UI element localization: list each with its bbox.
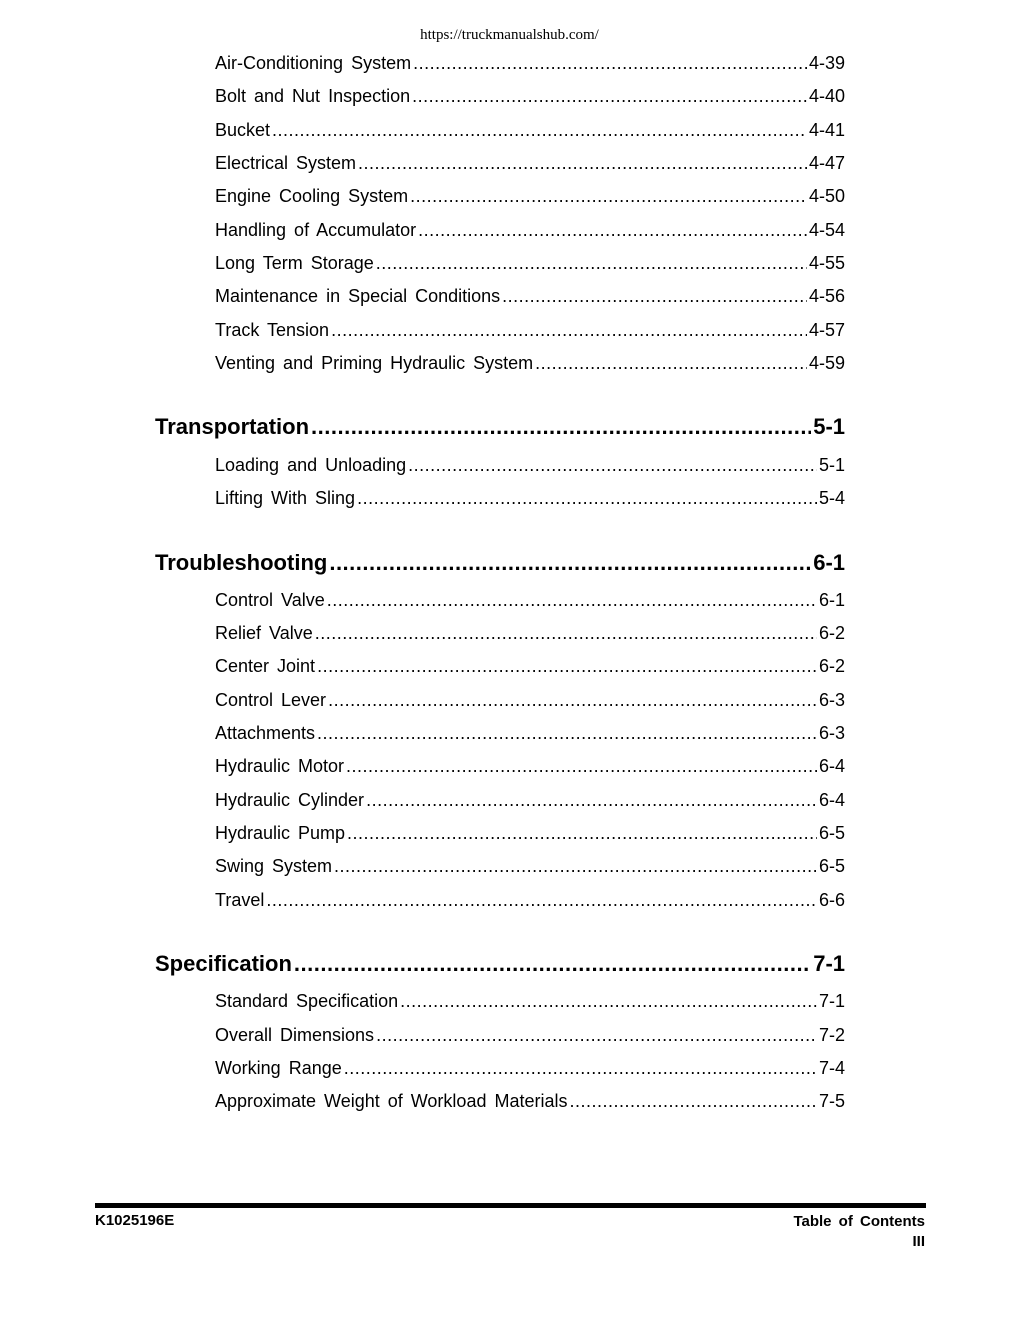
dot-leader xyxy=(317,656,817,677)
footer-info xyxy=(793,1212,925,1252)
toc-entry-title: Attachments xyxy=(215,723,316,743)
document-code: K1025196E xyxy=(95,1212,175,1229)
dot-leader xyxy=(535,353,807,374)
toc-entry-page: 6-3 xyxy=(818,723,845,743)
toc-entry[interactable] xyxy=(215,53,845,74)
toc-entry-title: Standard Specification xyxy=(215,991,399,1011)
toc-entry-title: Air-Conditioning System xyxy=(215,53,412,73)
dot-leader xyxy=(357,488,817,509)
dot-leader xyxy=(413,53,807,74)
toc-entry[interactable] xyxy=(215,823,845,844)
dot-leader xyxy=(502,286,807,307)
toc-entry-title: Approximate Weight of Workload Materials xyxy=(215,1091,568,1111)
toc-entry-title: Maintenance in Special Conditions xyxy=(215,286,501,306)
toc-entry-page: 6-2 xyxy=(818,656,845,676)
dot-leader xyxy=(347,823,817,844)
toc-entry[interactable] xyxy=(215,1091,845,1112)
toc-entry-page: 7-2 xyxy=(818,1025,845,1045)
toc-entry-title: Troubleshooting xyxy=(155,550,328,575)
toc-entry[interactable] xyxy=(215,856,845,877)
footer-section-title: Table of Contents xyxy=(793,1213,925,1230)
toc-entry-title: Hydraulic Motor xyxy=(215,756,345,776)
dot-leader xyxy=(418,220,807,241)
toc-entry-title: Hydraulic Cylinder xyxy=(215,790,365,810)
toc-entry[interactable] xyxy=(215,1025,845,1046)
dot-leader xyxy=(569,1091,817,1112)
toc-entry[interactable] xyxy=(215,220,845,241)
toc-entry-page: 7-4 xyxy=(818,1058,845,1078)
toc-entry-page: 5-1 xyxy=(818,455,845,475)
toc-entry-page: 4-47 xyxy=(808,153,845,173)
toc-entry-page: 6-5 xyxy=(818,823,845,843)
toc-entry-page: 4-55 xyxy=(808,253,845,273)
dot-leader xyxy=(272,120,807,141)
toc-entry-title: Control Lever xyxy=(215,690,327,710)
dot-leader xyxy=(376,253,807,274)
toc-entry[interactable] xyxy=(215,1058,845,1079)
dot-leader xyxy=(334,856,817,877)
toc-section-entry[interactable] xyxy=(155,550,845,576)
dot-leader xyxy=(311,414,811,440)
toc-entry[interactable] xyxy=(215,455,845,476)
dot-leader xyxy=(346,756,817,777)
toc-entry-title: Working Range xyxy=(215,1058,342,1078)
toc-entry[interactable] xyxy=(215,320,845,341)
toc-entry-page: 7-5 xyxy=(818,1091,845,1111)
toc-entry-page: 4-40 xyxy=(808,86,845,106)
dot-leader xyxy=(317,723,817,744)
dot-leader xyxy=(400,991,817,1012)
dot-leader xyxy=(366,790,817,811)
dot-leader xyxy=(410,186,807,207)
toc-entry[interactable] xyxy=(215,488,845,509)
toc-entry-page: 4-56 xyxy=(808,286,845,306)
toc-entry-title: Swing System xyxy=(215,856,333,876)
toc-entry-page: 7-1 xyxy=(813,951,845,976)
toc-entry[interactable] xyxy=(215,756,845,777)
dot-leader xyxy=(408,455,817,476)
toc-entry[interactable] xyxy=(215,153,845,174)
toc-entry-title: Specification xyxy=(155,951,292,976)
toc-entry-title: Track Tension xyxy=(215,320,330,340)
toc-entry-page: 6-4 xyxy=(818,790,845,810)
toc-entry-title: Venting and Priming Hydraulic System xyxy=(215,353,534,373)
toc-section-entry[interactable] xyxy=(155,951,845,977)
toc-entry-title: Transportation xyxy=(155,414,310,439)
toc-entry[interactable] xyxy=(215,186,845,207)
toc-entry-page: 6-4 xyxy=(818,756,845,776)
toc-entry[interactable] xyxy=(215,790,845,811)
toc-entry-page: 6-1 xyxy=(818,590,845,610)
toc-entry-title: Electrical System xyxy=(215,153,357,173)
toc-entry[interactable] xyxy=(215,623,845,644)
footer-page-number: III xyxy=(912,1233,925,1250)
toc-entry-page: 4-57 xyxy=(808,320,845,340)
toc-entry-page: 5-4 xyxy=(818,488,845,508)
toc-entry-title: Travel xyxy=(215,890,265,910)
toc-entry-page: 4-54 xyxy=(808,220,845,240)
toc-entry[interactable] xyxy=(215,690,845,711)
toc-entry[interactable] xyxy=(215,656,845,677)
toc-entry[interactable] xyxy=(215,353,845,374)
dot-leader xyxy=(327,590,817,611)
toc-entry[interactable] xyxy=(215,253,845,274)
toc-entry[interactable] xyxy=(215,890,845,911)
toc-section-entry[interactable] xyxy=(155,414,845,440)
toc-entry-title: Bolt and Nut Inspection xyxy=(215,86,411,106)
toc-entry[interactable] xyxy=(215,590,845,611)
toc-entry-page: 4-41 xyxy=(808,120,845,140)
toc-entry-title: Hydraulic Pump xyxy=(215,823,346,843)
toc-entry[interactable] xyxy=(215,991,845,1012)
toc-entry-page: 6-2 xyxy=(818,623,845,643)
toc-entry-page: 4-50 xyxy=(808,186,845,206)
dot-leader xyxy=(358,153,807,174)
toc-entry[interactable] xyxy=(215,723,845,744)
toc-entry-title: Overall Dimensions xyxy=(215,1025,375,1045)
toc-entry-page: 4-39 xyxy=(808,53,845,73)
toc-entry-page: 7-1 xyxy=(818,991,845,1011)
dot-leader xyxy=(328,690,817,711)
toc-entry-page: 4-59 xyxy=(808,353,845,373)
dot-leader xyxy=(329,550,811,576)
dot-leader xyxy=(344,1058,817,1079)
toc-entry-title: Engine Cooling System xyxy=(215,186,409,206)
toc-entry[interactable] xyxy=(215,286,845,307)
toc-entry-title: Lifting With Sling xyxy=(215,488,356,508)
dot-leader xyxy=(331,320,807,341)
dot-leader xyxy=(294,951,811,977)
toc-entry-page: 6-6 xyxy=(818,890,845,910)
dot-leader xyxy=(266,890,817,911)
toc-entry-title: Center Joint xyxy=(215,656,316,676)
dot-leader xyxy=(315,623,817,644)
footer-divider xyxy=(95,1203,926,1208)
toc-entry-title: Long Term Storage xyxy=(215,253,374,273)
toc-entry-page: 6-5 xyxy=(818,856,845,876)
toc-entry[interactable] xyxy=(215,86,845,107)
toc-entry-title: Loading and Unloading xyxy=(215,455,407,475)
toc-entry-title: Bucket xyxy=(215,120,271,140)
toc-entry-page: 5-1 xyxy=(813,414,845,439)
dot-leader xyxy=(376,1025,817,1046)
toc-entry-title: Relief Valve xyxy=(215,623,313,643)
toc-entry[interactable] xyxy=(215,120,845,141)
source-url: https://truckmanualshub.com/ xyxy=(420,27,599,43)
toc-entry-title: Handling of Accumulator xyxy=(215,220,417,240)
toc-entry-page: 6-3 xyxy=(818,690,845,710)
toc-entry-page: 6-1 xyxy=(813,550,845,575)
toc-entry-title: Control Valve xyxy=(215,590,325,610)
dot-leader xyxy=(412,86,807,107)
